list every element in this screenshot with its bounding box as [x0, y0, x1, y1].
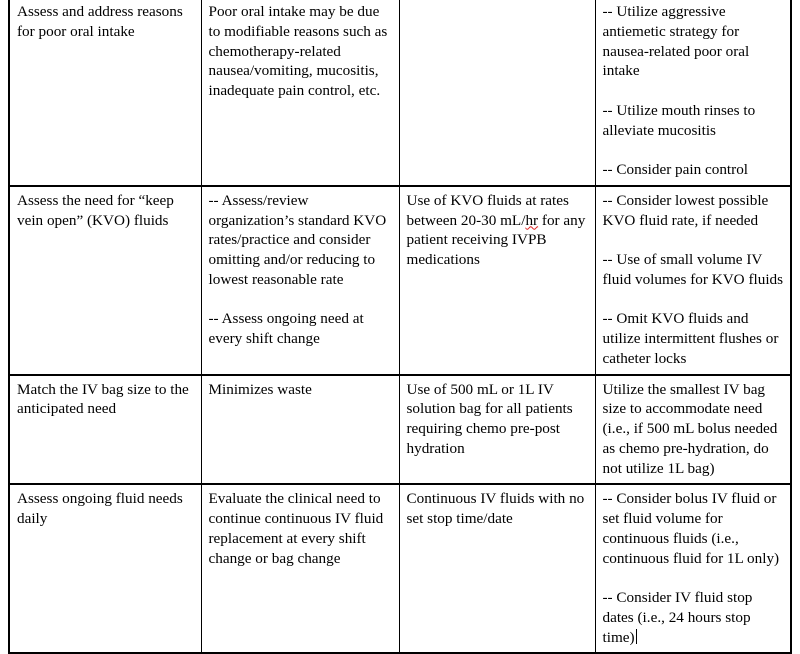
- cell-intervention[interactable]: [9, 0, 201, 186]
- cell-text: Minimizes waste: [208, 380, 312, 398]
- cell-text: Match the IV bag size to the anticipated need: [17, 380, 193, 418]
- cell-recommendations[interactable]: [595, 0, 791, 186]
- cell-rationale[interactable]: [201, 186, 399, 375]
- cell-recommendations[interactable]: [595, 375, 791, 485]
- cell-text: Assess and address reasons for poor oral intake: [17, 3, 187, 40]
- cell-rationale[interactable]: [201, 0, 399, 186]
- recommendation-bullet: -- Utilize mouth rinses to alleviate mucositis: [602, 101, 756, 139]
- recommendation-bullet: Utilize the smallest IV bag size to accommodate need (i.e., if 500 mL bolus needed as chemo pre-hydration, do not utilize 1L bag): [602, 380, 778, 477]
- recommendation-bullet: [603, 588, 785, 647]
- cell-intervention[interactable]: [9, 186, 201, 375]
- current-practice-text-after: for any patient receiving IVPB medications: [406, 211, 590, 268]
- cell-text: Assess the need for “keep vein open” (KVO) fluids: [17, 191, 178, 229]
- spellcheck-misspelled-word[interactable]: hr: [525, 211, 539, 229]
- current-practice-text-before: Use of KVO fluids at rates between 20-30 mL/: [406, 191, 573, 229]
- table-row[interactable]: [9, 375, 791, 485]
- cell-current-practice[interactable]: [399, 0, 595, 186]
- cell-text: Assess ongoing fluid needs daily: [17, 490, 187, 527]
- recommendation-bullet: -- Utilize aggressive antiemetic strategy for nausea-related poor oral intake: [602, 3, 750, 80]
- text-cursor-caret: [636, 629, 637, 645]
- recommendation-bullet: -- Omit KVO fluids and utilize intermittent flushes or catheter locks: [602, 310, 779, 367]
- recommendation-bullet: -- Use of small volume IV fluid volumes for KVO fluids: [602, 251, 784, 288]
- guidance-table: [8, 0, 792, 654]
- cell-text: Use of 500 mL or 1L IV solution bag for all patients requiring chemo pre-post hydration: [406, 380, 577, 457]
- cell-intervention[interactable]: [9, 484, 201, 653]
- rationale-bullet: -- Assess/review organization’s standard KVO rates/practice and consider omitting and/or reducing to lowest reasonable rate: [208, 191, 387, 288]
- recommendation-bullet: -- Consider pain control: [602, 161, 749, 178]
- table-row[interactable]: [9, 186, 791, 375]
- cell-current-practice[interactable]: [399, 484, 595, 653]
- cell-recommendations[interactable]: [595, 484, 791, 653]
- recommendation-bullet: -- Consider lowest possible KVO fluid rate, if needed: [602, 191, 769, 229]
- cell-rationale[interactable]: [201, 484, 399, 653]
- cell-rationale[interactable]: [201, 375, 399, 485]
- cell-text: [407, 191, 589, 270]
- cell-current-practice[interactable]: [399, 186, 595, 375]
- cell-text: Poor oral intake may be due to modifiable reasons such as chemotherapy-related nausea/vomiting, mucositis, inadequate pain control, etc.: [208, 3, 392, 99]
- recommendation-bullet: -- Consider bolus IV fluid or set fluid volume for continuous fluids (i.e., continuous fluid for 1L only): [602, 490, 780, 567]
- table-row[interactable]: [9, 0, 791, 186]
- recommendation-bullet-text: -- Consider IV fluid stop dates (i.e., 24 hours stop time): [602, 589, 753, 646]
- rationale-bullet: -- Assess ongoing need at every shift change: [208, 310, 364, 347]
- cell-recommendations[interactable]: [595, 186, 791, 375]
- cell-text: Continuous IV fluids with no set stop time/date: [406, 490, 589, 527]
- cell-intervention[interactable]: [9, 375, 201, 485]
- cell-text: Evaluate the clinical need to continue continuous IV fluid replacement at every shift change or bag change: [208, 490, 388, 567]
- cell-current-practice[interactable]: [399, 375, 595, 485]
- table-row[interactable]: [9, 484, 791, 653]
